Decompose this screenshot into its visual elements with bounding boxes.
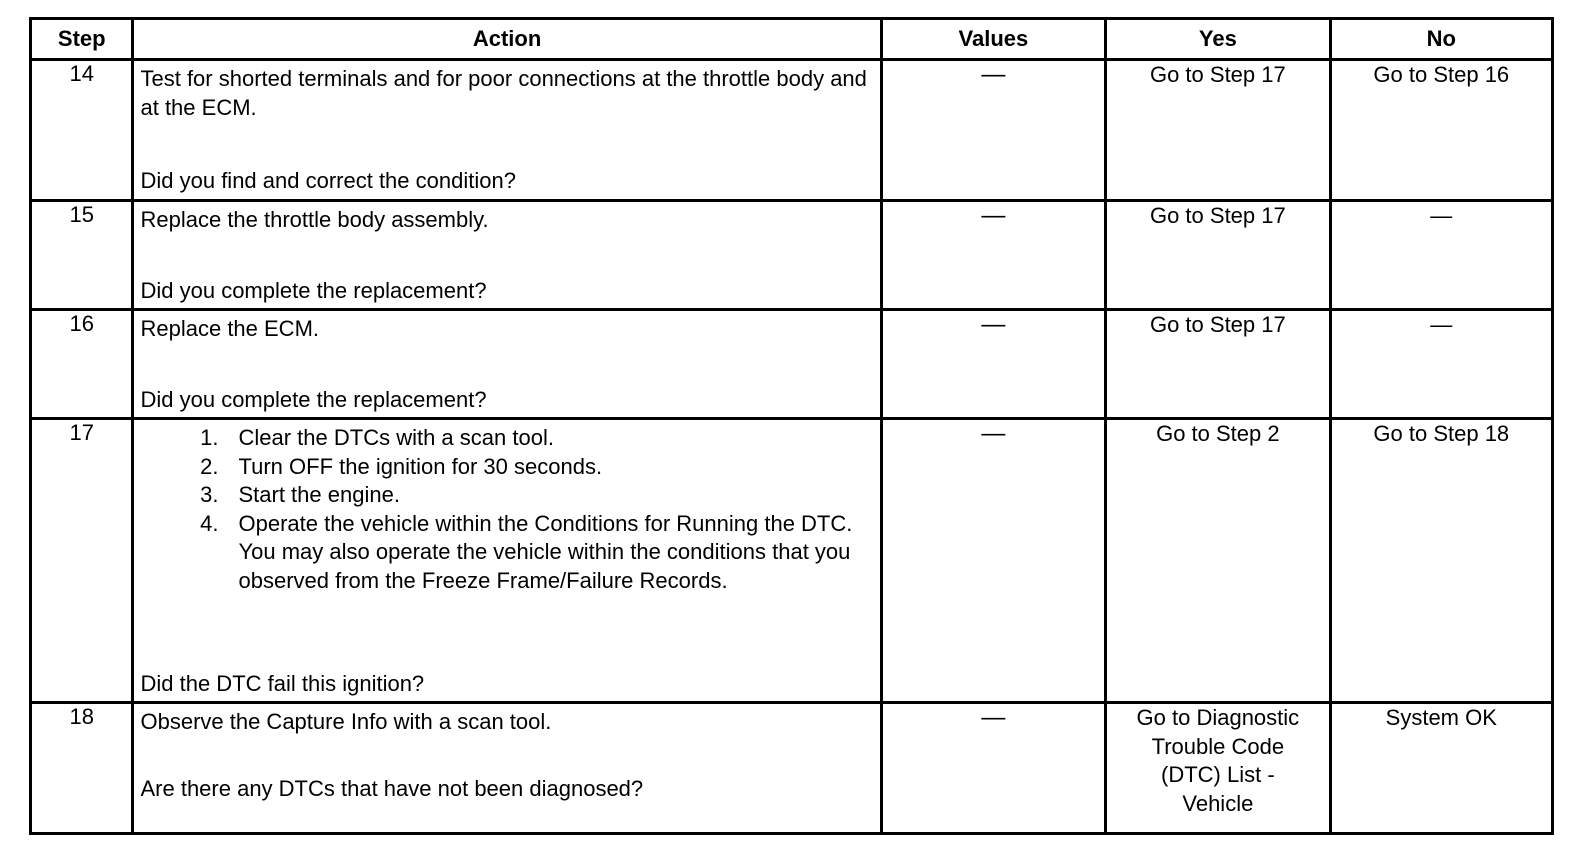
list-item-number: 2. [200, 453, 219, 479]
step-number: 14 [31, 60, 133, 201]
table-row [31, 703, 1553, 834]
step-number: 16 [31, 310, 133, 419]
yes-cell: Go to Step 17 [1106, 60, 1330, 201]
values-cell: — [881, 703, 1105, 834]
procedure-list [140, 424, 871, 595]
list-item-number: 3. [200, 482, 219, 508]
step-number: 15 [31, 200, 133, 309]
table-row [31, 310, 1553, 419]
action-question: Did the DTC fail this ignition? [140, 670, 425, 696]
action-cell [133, 60, 881, 201]
header-values: Values [881, 19, 1105, 60]
values-cell: — [881, 60, 1105, 201]
list-item [140, 510, 871, 596]
list-item-number: 4. [200, 510, 219, 536]
diagnostic-table [29, 17, 1554, 835]
action-question: Are there any DTCs that have not been diagnosed? [140, 775, 644, 801]
header-row [31, 19, 1553, 60]
yes-cell: Go to Step 17 [1106, 200, 1330, 309]
list-item-text: Operate the vehicle within the Conditions for Running the DTC. You may also operate the vehicle within the conditions that you observed from the Freeze Frame/Failure Records. [238, 510, 853, 593]
list-item-number: 1. [200, 425, 219, 451]
no-cell: Go to Step 16 [1330, 60, 1552, 201]
header-yes: Yes [1106, 19, 1330, 60]
header-step: Step [31, 19, 133, 60]
step-number: 17 [31, 419, 133, 703]
yes-line: Vehicle [1182, 790, 1254, 816]
yes-cell [1106, 703, 1330, 834]
no-cell: Go to Step 18 [1330, 419, 1552, 703]
table-row [31, 60, 1553, 201]
action-question: Did you complete the replacement? [140, 386, 487, 412]
action-text: Test for shorted terminals and for poor connections at the throttle body and at the ECM. [140, 66, 867, 120]
action-text: Replace the throttle body assembly. [140, 206, 489, 232]
no-cell: — [1330, 310, 1552, 419]
table-row [31, 419, 1553, 703]
list-item-text: Turn OFF the ignition for 30 seconds. [238, 453, 603, 479]
list-item-text: Clear the DTCs with a scan tool. [238, 425, 554, 451]
action-question: Did you complete the replacement? [140, 277, 487, 303]
action-cell [133, 419, 881, 703]
values-cell: — [881, 200, 1105, 309]
yes-cell: Go to Step 2 [1106, 419, 1330, 703]
header-no: No [1330, 19, 1552, 60]
values-cell: — [881, 310, 1105, 419]
yes-cell: Go to Step 17 [1106, 310, 1330, 419]
table-row [31, 200, 1553, 309]
action-text: Replace the ECM. [140, 316, 320, 342]
list-item-text: Start the engine. [238, 482, 400, 508]
values-cell: — [881, 419, 1105, 703]
action-cell [133, 703, 881, 834]
action-question: Did you find and correct the condition? [140, 168, 516, 194]
step-number: 18 [31, 703, 133, 834]
yes-line: Go to Diagnostic [1136, 705, 1300, 731]
list-item [140, 453, 871, 482]
no-cell: — [1330, 200, 1552, 309]
header-action: Action [133, 19, 881, 60]
action-cell [133, 200, 881, 309]
list-item [140, 424, 871, 453]
yes-line: (DTC) List - [1161, 762, 1275, 788]
list-item [140, 481, 871, 510]
action-cell [133, 310, 881, 419]
yes-line: Trouble Code [1151, 733, 1285, 759]
no-cell: System OK [1330, 703, 1552, 834]
action-text: Observe the Capture Info with a scan tool. [140, 709, 552, 735]
